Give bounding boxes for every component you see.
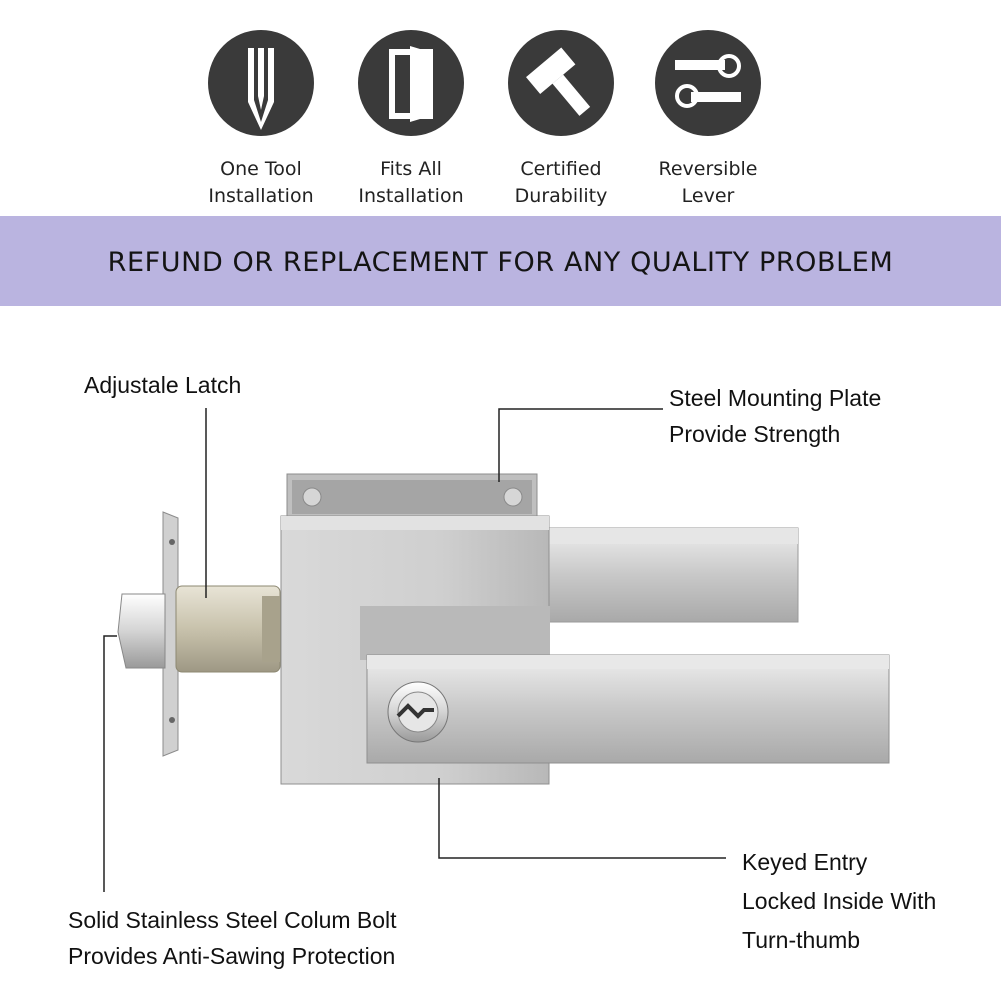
door-icon: [358, 30, 464, 136]
feature-label-line2: Installation: [358, 185, 464, 207]
callout-plate-line2: Provide Strength: [669, 421, 841, 447]
feature-reversible: [633, 30, 783, 210]
feature-one-tool: [186, 30, 336, 210]
back-lever: [540, 528, 798, 622]
feature-label-line1: Fits All: [380, 158, 442, 180]
feature-label-line2: Durability: [514, 185, 608, 207]
reversible-lever-icon: [655, 30, 761, 136]
callout-plate-line1: Steel Mounting Plate: [669, 385, 882, 411]
feature-label-line1: One Tool: [220, 158, 302, 180]
hammer-icon: [508, 30, 614, 136]
callout-keyed: [742, 843, 936, 960]
feature-row: [0, 0, 1001, 216]
callout-keyed-line3: Turn-thumb: [742, 927, 861, 953]
feature-certified: [486, 30, 636, 210]
feature-label-line1: Reversible: [658, 158, 758, 180]
latch-tube: [176, 586, 280, 672]
feature-fits-all: [336, 30, 486, 210]
callout-keyed-line2: Locked Inside With: [742, 888, 937, 914]
feature-label-line2: Lever: [681, 185, 735, 207]
tool-icon: [208, 30, 314, 136]
feature-label-line2: Installation: [208, 185, 314, 207]
callout-bolt-line1: Solid Stainless Steel Colum Bolt: [68, 907, 397, 933]
callout-bolt-line2: Provides Anti-Sawing Protection: [68, 943, 396, 969]
callout-bolt: [68, 902, 397, 974]
key-cylinder: [388, 682, 448, 742]
banner-text: REFUND OR REPLACEMENT FOR ANY QUALITY PROBLEM: [107, 247, 894, 278]
callout-keyed-line1: Keyed Entry: [742, 849, 868, 875]
refund-banner: [0, 216, 1001, 306]
callout-latch: [84, 367, 241, 403]
callout-latch-line1: Adjustale Latch: [84, 372, 242, 398]
latch-bolt: [118, 594, 165, 668]
feature-label-line1: Certified: [520, 158, 602, 180]
callout-plate: [669, 380, 881, 452]
